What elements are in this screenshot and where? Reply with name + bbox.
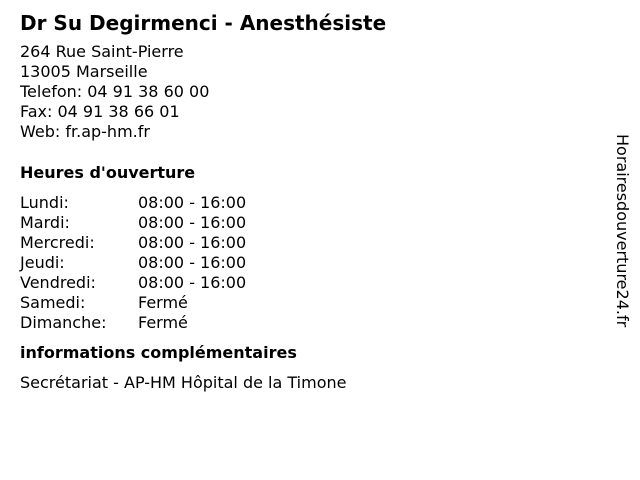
day-label: Jeudi: [20, 253, 65, 272]
hours-row-tuesday [20, 213, 590, 233]
hours-row-sunday [20, 313, 590, 333]
time-value: 08:00 - 16:00 [138, 193, 247, 212]
time-value: Fermé [138, 313, 188, 332]
day-label: Vendredi: [20, 273, 96, 292]
address-city: 13005 Marseille [20, 62, 148, 81]
time-value: 08:00 - 16:00 [138, 213, 247, 232]
time-value: 08:00 - 16:00 [138, 253, 247, 272]
time-value: 08:00 - 16:00 [138, 273, 247, 292]
hours-row-monday [20, 193, 590, 213]
opening-hours-heading: Heures d'ouverture [20, 163, 196, 182]
address-street: 264 Rue Saint-Pierre [20, 42, 184, 61]
day-label: Lundi: [20, 193, 69, 212]
hours-row-thursday [20, 253, 590, 273]
day-label: Samedi: [20, 293, 86, 312]
time-value: Fermé [138, 293, 188, 312]
business-name: Dr Su Degirmenci - Anesthésiste [20, 11, 387, 35]
business-card [20, 11, 590, 393]
hours-row-friday [20, 273, 590, 293]
website-link[interactable]: Web: fr.ap-hm.fr [20, 122, 150, 141]
opening-hours-table [20, 193, 590, 333]
site-watermark: Horairesdouverture24.fr [613, 134, 632, 328]
fax-number: Fax: 04 91 38 66 01 [20, 102, 180, 121]
phone-number: Telefon: 04 91 38 60 00 [20, 82, 210, 101]
additional-info-text: Secrétariat - AP-HM Hôpital de la Timone [20, 373, 347, 392]
day-label: Mercredi: [20, 233, 95, 252]
day-label: Mardi: [20, 213, 70, 232]
time-value: 08:00 - 16:00 [138, 233, 247, 252]
hours-row-wednesday [20, 233, 590, 253]
hours-row-saturday [20, 293, 590, 313]
additional-info-heading: informations complémentaires [20, 343, 297, 362]
day-label: Dimanche: [20, 313, 107, 332]
